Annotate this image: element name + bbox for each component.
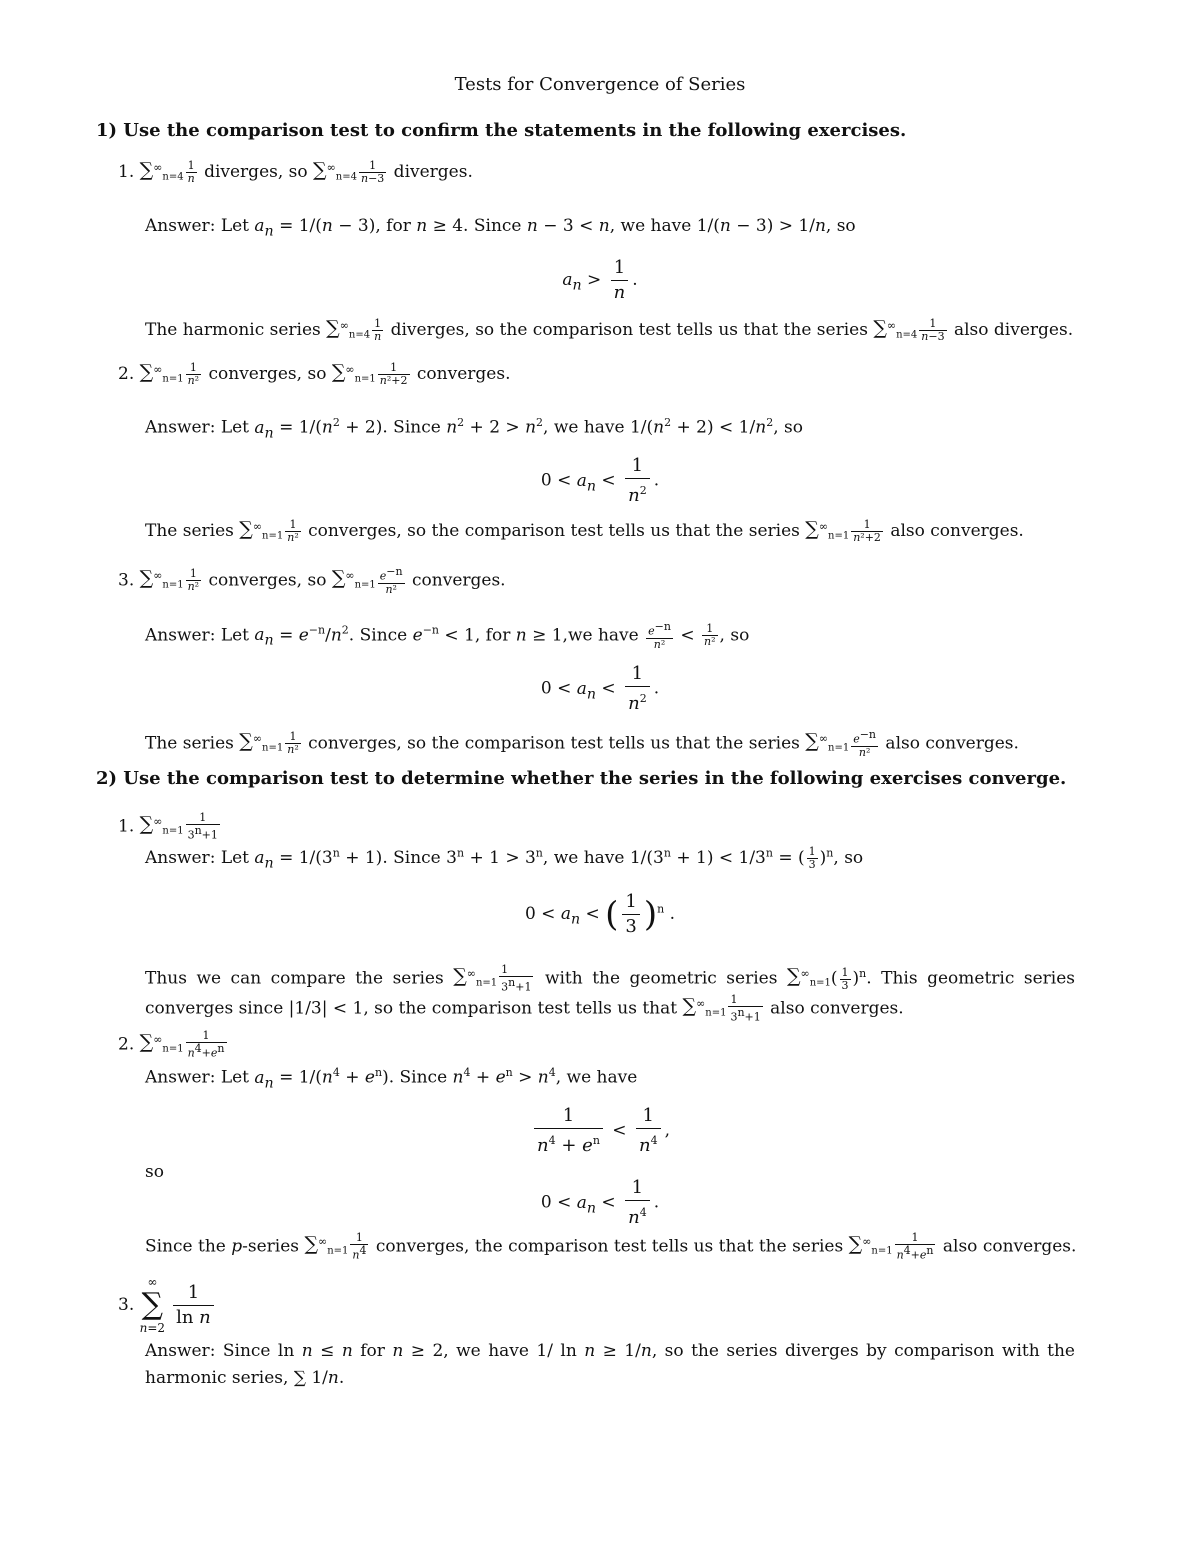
- exercise-1-2-answer: Answer: Let $a_n = 1/(n^2 + 2)$. Since $n^2 + 2 > n^2$, we have $1/(n^2 + 2) < 1/n^2$, so: [145, 416, 803, 442]
- exercise-2-2-display-2: $0 < a_n$ < $\frac{1}{n^4}$ .: [540, 1177, 660, 1228]
- exercise-1-3-answer: Answer: Let $a_n = e^{-n}/n^2$. Since $e^{-n} < 1$, for n ≥ 1,we have $\frac{e^{-n}}{\text{n²}}$ < $\frac{1}{\text{n²}}$ , so: [145, 620, 750, 651]
- exercise-2-2-so: so: [145, 1162, 164, 1182]
- section-1-heading: 1) Use the comparison test to confirm the statements in the following exercises.: [96, 120, 907, 141]
- exercise-2-1-answer: Answer: Let $a_n = 1/(3^n + 1)$. Since $3^n + 1 > 3^n$, we have $1/(3^n + 1) < 1/3^n$ = ( $\frac{1}{3}$ )$^n$, so: [145, 845, 864, 872]
- item-number: 2.: [118, 364, 135, 384]
- item-number: 3.: [118, 570, 135, 591]
- exercise-1-1-answer: Answer: Let $a_n = 1/(n - 3)$, for n ≥ 4. Since n − 3 < n, we have 1/(n − 3) > 1/n, so: [145, 216, 856, 240]
- item-number: 2.: [118, 1034, 135, 1055]
- exercise-2-3-statement: 3. ∞ ∑ n=2 $\frac{1}{\text{ln n}}$: [118, 1274, 218, 1336]
- exercise-2-2-display-1: $\frac{1}{n^4 + e^n}$ < $\frac{1}{n^4}$ ,: [0, 1104, 1200, 1158]
- exercise-1-2-statement: 2. $\sum^\infty_{n=1}$ $\frac{1}{\text{n²}}$ converges, so $\sum^\infty_{n=1}$ $\frac{1}{\text{n²+2}}$ converges.: [118, 360, 511, 387]
- section-2-heading: 2) Use the comparison test to determine whether the series in the following exercises converge.: [96, 768, 1067, 789]
- exercise-2-2-statement: 2. $\sum^\infty_{n=1}$ $\frac{1}{n^4+e^n}$: [118, 1029, 225, 1060]
- exercise-2-1-display: $0 < a_n$ < ( $\frac{1}{3}$ )$^n$ .: [524, 891, 676, 937]
- exercise-1-1-conclusion: The harmonic series $\sum^\infty_{n=4}$ $\frac{1}{n}$ diverges, so the comparison test tells us that the series $\sum^\infty_{n=4}$ $\frac{1}{n-3}$ also diverges.: [145, 316, 1074, 343]
- exercise-1-3-conclusion: The series $\sum^\infty_{n=1}$ $\frac{1}{\text{n²}}$ converges, so the comparison test tells us that the series $\sum^\infty_{n=1}$ $\frac{e^{-n}}{\text{n²}}$ also converges.: [145, 728, 1019, 759]
- page-title: Tests for Convergence of Series: [454, 74, 746, 95]
- exercise-2-1-conclusion: Thus we can compare the series $\sum^\infty_{n=1}$ $\frac{1}{3^n+1}$ with the geometric series $\sum^\infty_{n=1}$( $\frac{1}{3}$ )$^n$. This geometric series converges since |1/3| < 1, so the comparison test tells us that $\sum^\infty_{n=1}$ $\frac{1}{3^n+1}$ also converges.: [145, 963, 1075, 1024]
- item-number: 3.: [118, 1295, 135, 1315]
- item-number: 1.: [118, 162, 135, 182]
- exercise-1-1-display: $a_n$ > $\frac{1}{n}$ .: [562, 257, 638, 303]
- exercise-1-2-conclusion: The series $\sum^\infty_{n=1}$ $\frac{1}{\text{n²}}$ converges, so the comparison test tells us that the series $\sum^\infty_{n=1}$ $\frac{1}{\text{n²+2}}$ also converges.: [145, 517, 1024, 544]
- exercise-2-1-statement: 1. $\sum^\infty_{n=1}$ $\frac{1}{3^n+1}$: [118, 811, 218, 842]
- exercise-2-2-answer: Answer: Let $a_n = 1/(n^4 + e^n)$. Since $n^4 + e^n > n^4$, we have: [145, 1066, 638, 1092]
- exercise-1-1-statement: 1. $\sum^\infty_{n=4}$ $\frac{1}{n}$ diverges, so $\sum^\infty_{n=4}$ $\frac{1}{n-3}$ diverges.: [118, 158, 473, 185]
- exercise-2-2-conclusion: Since the p-series $\sum^\infty_{n=1}$ $\frac{1}{n^4}$ converges, the comparison test tells us that the series $\sum^\infty_{n=1}$ $\frac{1}{n^4+e^n}$ also converges.: [145, 1231, 1077, 1262]
- exercise-1-3-statement: 3. $\sum^\infty_{n=1}$ $\frac{1}{\text{n²}}$ converges, so $\sum^\infty_{n=1}$ $\frac{e^{-n}}{\text{n²}}$ converges.: [118, 565, 506, 596]
- item-number: 1.: [118, 816, 135, 837]
- exercise-1-3-display: $0 < a_n$ < $\frac{1}{n^2}$ .: [540, 663, 660, 714]
- exercise-1-2-display: $0 < a_n$ < $\frac{1}{n^2}$ .: [540, 455, 660, 506]
- exercise-2-3-answer: Answer: Since ln n ≤ n for n ≥ 2, we have 1/ ln n ≥ 1/n, so the series diverges by comparison with the harmonic series, ∑ 1/n.: [145, 1341, 1075, 1388]
